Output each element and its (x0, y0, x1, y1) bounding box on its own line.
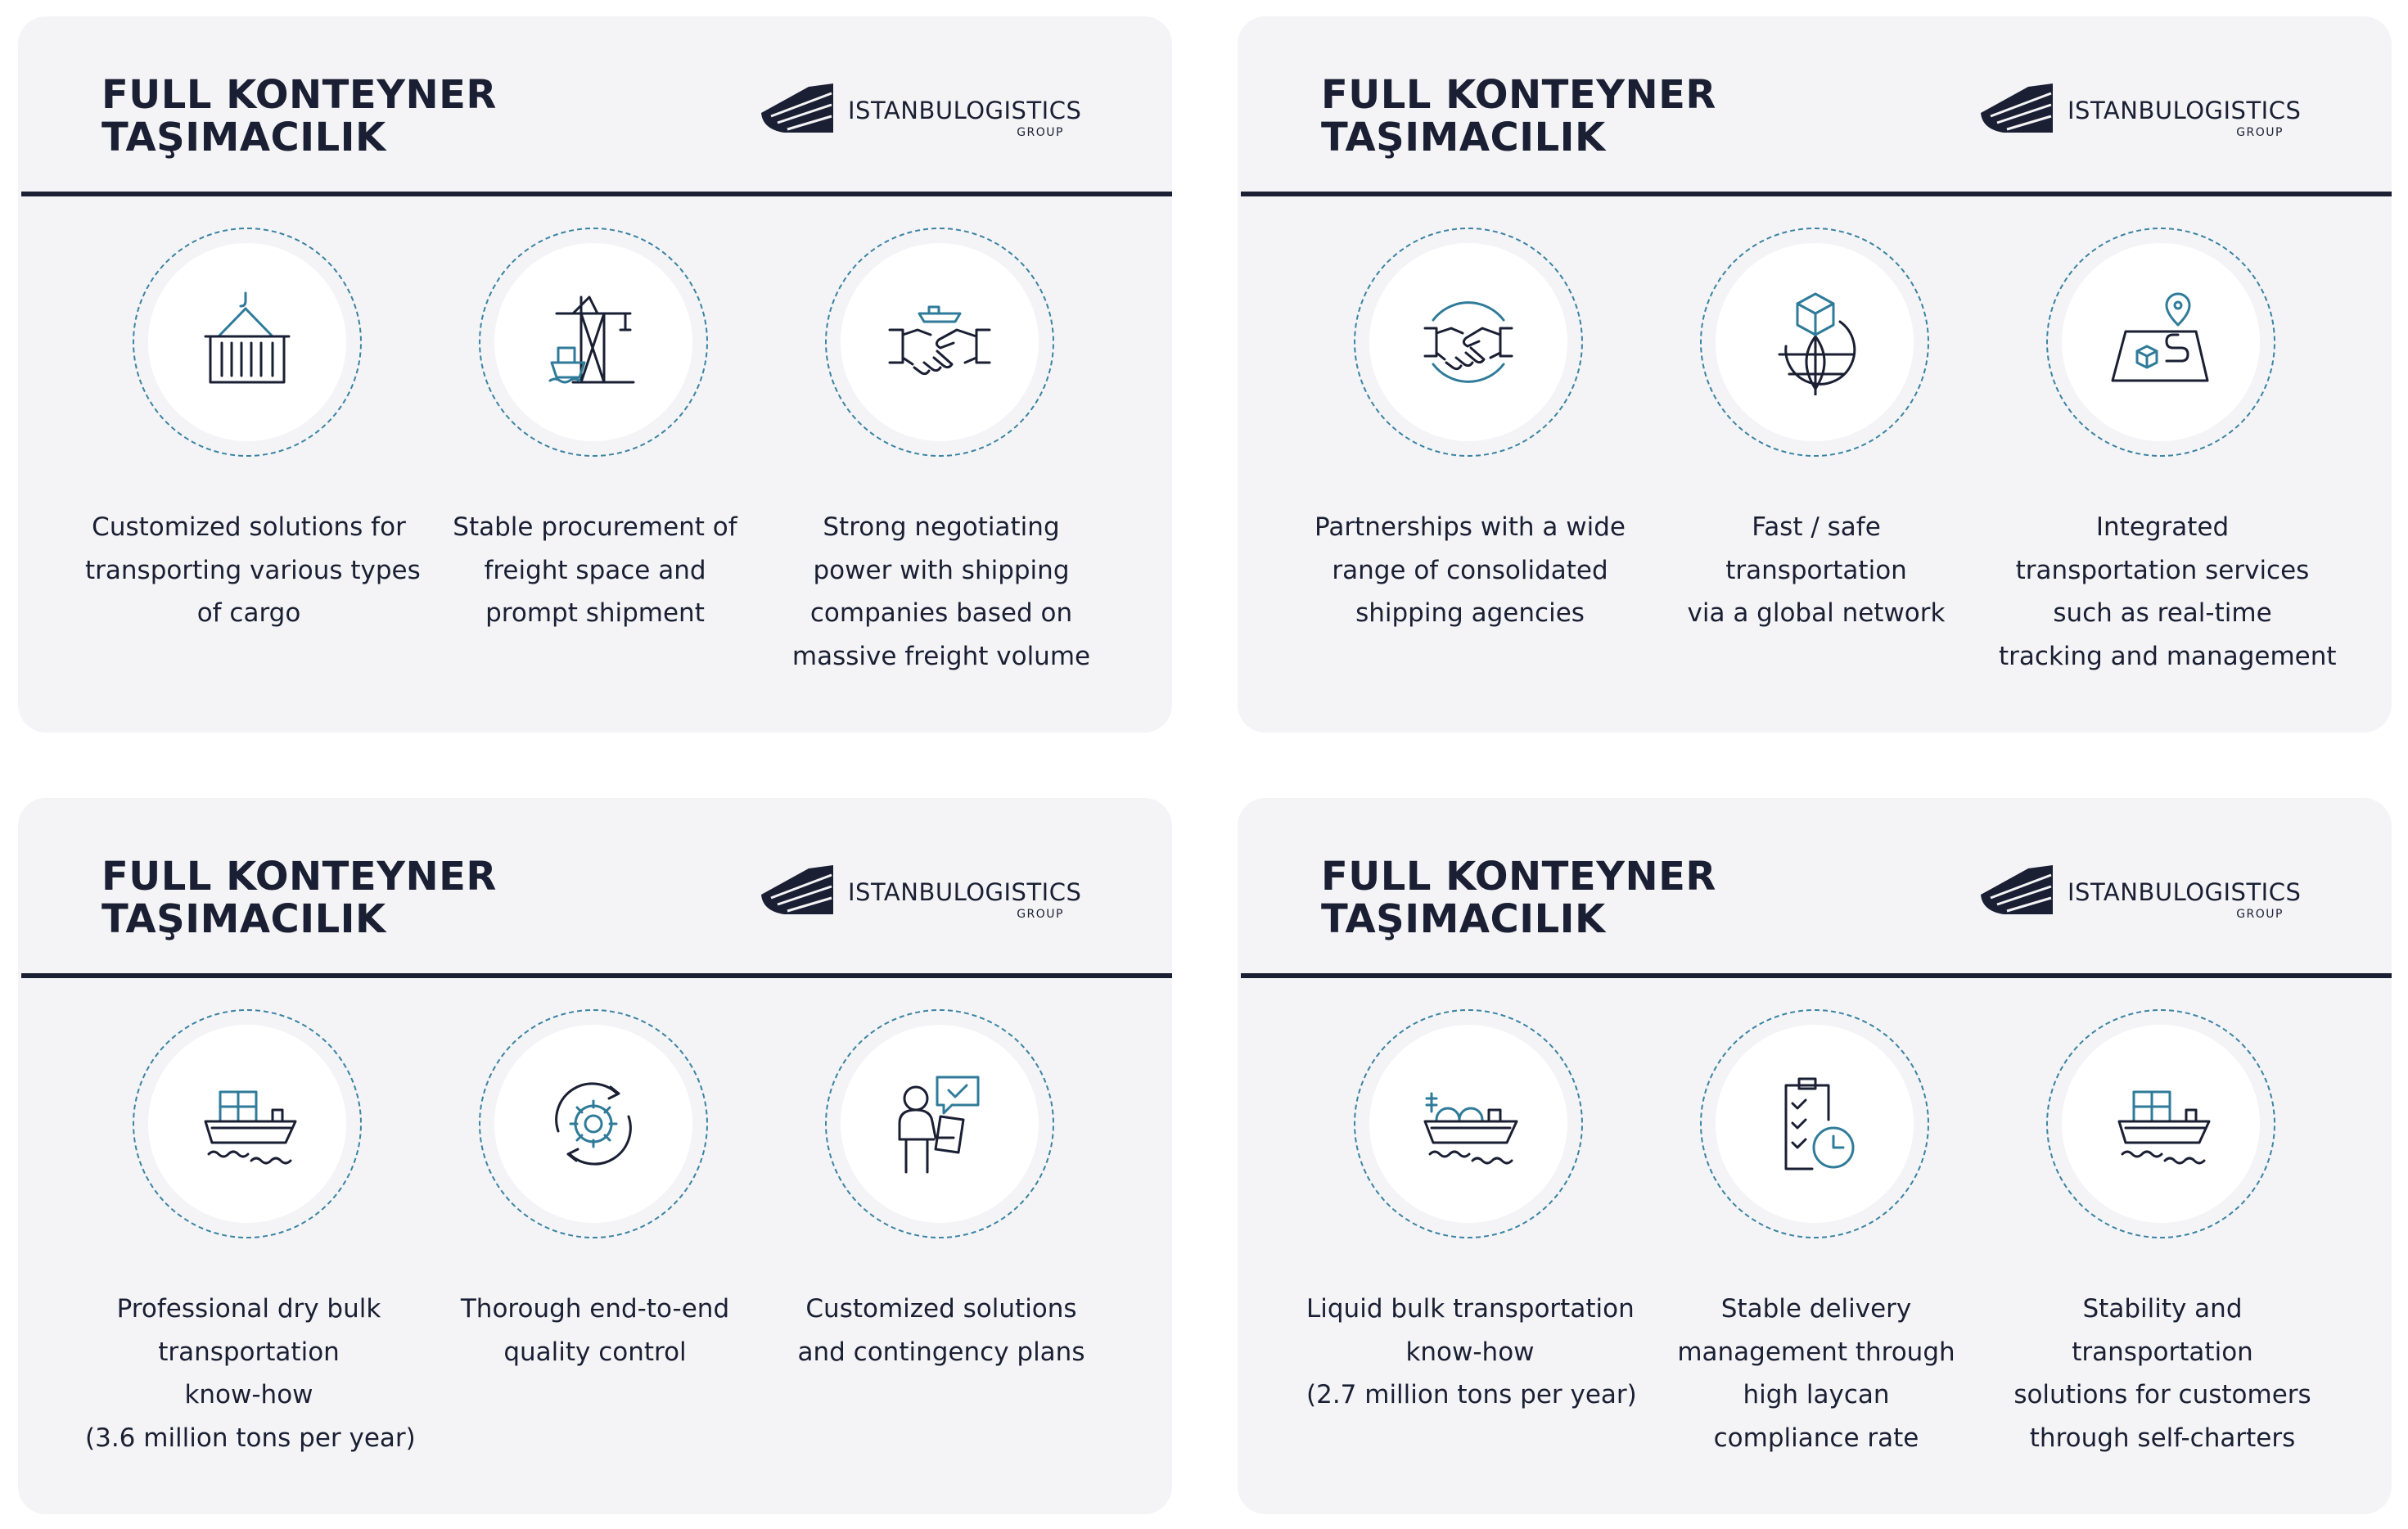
logo-mark-icon (760, 864, 835, 916)
card-title (101, 855, 497, 940)
gear-cycle-icon (540, 1071, 647, 1177)
card-title (1321, 74, 1716, 159)
feature-line: Liquid bulk transportation (1306, 1294, 1635, 1324)
company-logo (1979, 862, 2339, 931)
feature-line: (2.7 million tons per year) (1306, 1380, 1637, 1409)
icon-circle (1354, 228, 1583, 457)
cargo-ship-icon (2108, 1071, 2214, 1177)
feature-line: Fast / safe (1752, 512, 1881, 542)
feature-line: through self-charters (2029, 1423, 2296, 1453)
icon-circle (479, 228, 708, 457)
feature-text (85, 1288, 416, 1459)
logo-mark-icon (1979, 82, 2054, 134)
logo-brand-text: ISTANBULOGISTICS (2068, 97, 2302, 124)
feature-line: Integrated (2095, 512, 2230, 542)
feature-text (1999, 1288, 2326, 1459)
feature-line: quality control (503, 1337, 687, 1367)
feature-text (778, 506, 1105, 678)
feature-line: (3.6 million tons per year) (85, 1423, 416, 1453)
card-title-line: TAŞIMACILIK (101, 115, 386, 160)
feature-line: power with shipping (813, 555, 1070, 585)
feature-line: Customized solutions (805, 1294, 1077, 1324)
icon-circle (1354, 1009, 1583, 1238)
icon-circle (133, 1009, 362, 1238)
feature-line: via a global network (1687, 598, 1946, 628)
card-header (18, 16, 1172, 193)
feature-line: Partnerships with a wide (1314, 512, 1626, 542)
logo-sub-text: GROUP (1017, 126, 1064, 139)
logo-brand-text: ISTANBULOGISTICS (848, 97, 1082, 124)
logo-sub-text: GROUP (2236, 908, 2284, 921)
feature-line: Stability and (2082, 1294, 2243, 1324)
feature-line: and contingency plans (797, 1337, 1085, 1367)
card-title-line: TAŞIMACILIK (1321, 896, 1606, 942)
handshake-icon (1415, 289, 1522, 395)
company-logo (760, 80, 1120, 149)
card-title-line: FULL KONTEYNER (1321, 72, 1716, 118)
card-title-line: FULL KONTEYNER (101, 854, 497, 900)
feature-text (431, 1288, 759, 1373)
logo-brand-text: ISTANBULOGISTICS (848, 878, 1082, 906)
feature-line: massive freight volume (791, 641, 1091, 671)
port-crane-ship-icon (540, 289, 647, 395)
icon-circle (1700, 228, 1929, 457)
feature-line: Strong negotiating (823, 512, 1060, 542)
service-card (1238, 798, 2392, 1514)
person-planning-icon (886, 1071, 993, 1177)
feature-line: transportation (2072, 1337, 2253, 1367)
feature-line: transportation (158, 1337, 340, 1367)
feature-line: Stable procurement of (453, 512, 737, 542)
logo-mark-icon (1979, 864, 2054, 916)
cargo-ship-icon (194, 1071, 300, 1177)
feature-line: transportation (1725, 555, 1907, 585)
feature-line: shipping agencies (1355, 598, 1585, 628)
logo-brand-text: ISTANBULOGISTICS (2068, 878, 2302, 906)
feature-line: know-how (184, 1380, 313, 1409)
feature-text (778, 1288, 1105, 1373)
card-header (18, 798, 1172, 975)
feature-line: high laycan (1743, 1380, 1890, 1409)
feature-line: Thorough end-to-end (460, 1294, 730, 1324)
feature-line: management through (1677, 1337, 1955, 1367)
feature-line: of cargo (196, 598, 301, 628)
card-title-line: TAŞIMACILIK (1321, 115, 1606, 160)
feature-line: know-how (1405, 1337, 1535, 1367)
card-title (1321, 855, 1716, 940)
feature-line: Customized solutions for (92, 512, 406, 542)
feature-text (1999, 506, 2337, 678)
company-logo (1979, 80, 2339, 149)
handshake-ship-icon (886, 289, 993, 395)
feature-line: transportation services (2015, 555, 2310, 585)
service-card (18, 798, 1172, 1514)
tanker-ship-icon (1415, 1071, 1522, 1177)
card-header (1238, 798, 2392, 975)
feature-text (1306, 506, 1634, 635)
feature-line: solutions for customers (2013, 1380, 2311, 1409)
service-card (18, 16, 1172, 733)
feature-line: transporting various types (85, 555, 421, 585)
card-header (1238, 16, 2392, 193)
feature-line: compliance rate (1713, 1423, 1919, 1453)
map-tracking-icon (2108, 289, 2214, 395)
feature-text (431, 506, 759, 635)
feature-text (85, 506, 421, 635)
feature-text (1653, 506, 1980, 635)
icon-circle (1700, 1009, 1929, 1238)
feature-line: Stable delivery (1720, 1294, 1912, 1324)
card-title-line: FULL KONTEYNER (101, 72, 497, 118)
feature-line: freight space and (484, 555, 706, 585)
header-divider (21, 973, 1172, 978)
icon-circle (479, 1009, 708, 1238)
icon-circle (133, 228, 362, 457)
logo-mark-icon (760, 82, 835, 134)
card-title (101, 74, 497, 159)
feature-line: prompt shipment (485, 598, 705, 628)
icon-circle (825, 228, 1054, 457)
card-title-line: TAŞIMACILIK (101, 896, 386, 942)
icon-circle (2046, 1009, 2275, 1238)
icon-circle (2046, 228, 2275, 457)
crane-container-icon (194, 289, 300, 395)
feature-text (1653, 1288, 1980, 1459)
globe-box-icon (1761, 289, 1868, 395)
feature-text (1306, 1288, 1637, 1417)
service-card (1238, 16, 2392, 733)
header-divider (1241, 973, 2392, 978)
logo-sub-text: GROUP (2236, 126, 2284, 139)
header-divider (1241, 192, 2392, 196)
company-logo (760, 862, 1120, 931)
card-title-line: FULL KONTEYNER (1321, 854, 1716, 900)
logo-sub-text: GROUP (1017, 908, 1064, 921)
feature-line: tracking and management (1999, 641, 2337, 671)
feature-line: companies based on (809, 598, 1073, 628)
feature-line: Professional dry bulk (116, 1294, 381, 1324)
feature-line: such as real-time (2053, 598, 2272, 628)
header-divider (21, 192, 1172, 196)
checklist-clock-icon (1761, 1071, 1868, 1177)
icon-circle (825, 1009, 1054, 1238)
feature-line: range of consolidated (1332, 555, 1608, 585)
